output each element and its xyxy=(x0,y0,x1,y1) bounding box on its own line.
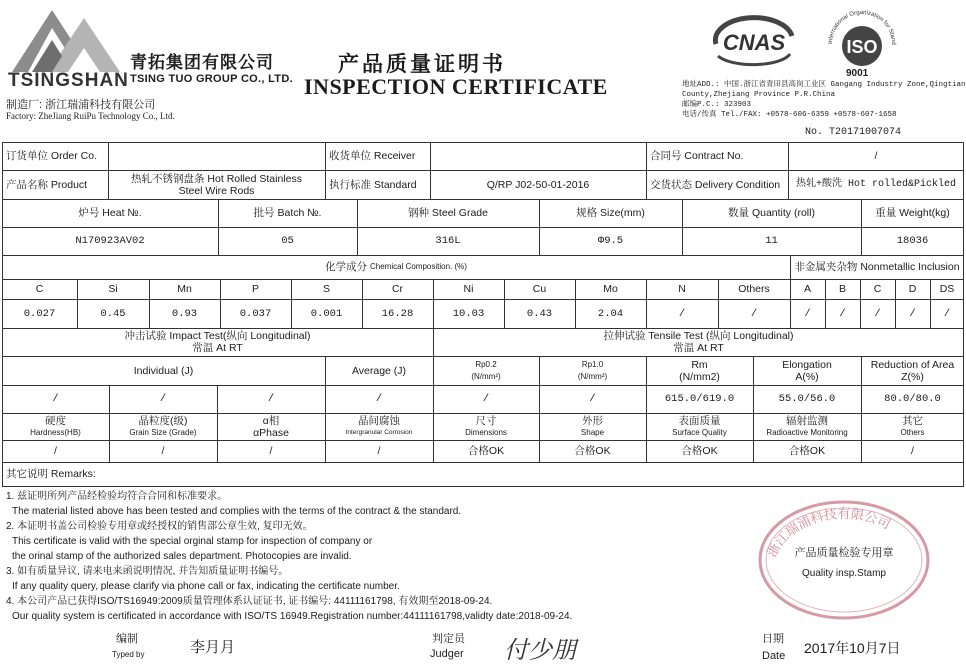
product-value-line2: Steel Wire Rods xyxy=(178,184,255,197)
chem-title-cn: 化学成分 xyxy=(325,261,368,273)
typed-by-en: Typed by xyxy=(112,650,145,659)
judger-en: Judger xyxy=(430,648,464,660)
chem-value: / xyxy=(678,307,686,320)
reduction-unit: Z(%) xyxy=(901,370,924,383)
note-1-cn: 1. 兹证明所列产品经检验均符合合同和标准要求。 xyxy=(6,491,228,502)
contract-label: 合同号 Contract No. xyxy=(650,150,744,162)
impact-value: / xyxy=(52,393,59,405)
note-3-en: If any quality query, please clarify via phone call or fax, indicating the certificate number. xyxy=(12,581,400,592)
prop-cn: 晶粒度(级) xyxy=(138,414,188,427)
heat-header: 炉号 Heat №. xyxy=(78,207,142,219)
address-line-1: 地址ADD.: 中国.浙江省青田县高岗工业区 Gangang Industry Zone,Qingtian xyxy=(682,81,966,89)
grade-header: 钢种 Steel Grade xyxy=(408,207,488,219)
impact-title xyxy=(2,328,433,356)
nonmetal-title: 非金属夹杂物 Nonmetallic Inclusion xyxy=(794,261,960,273)
impact-average-value: / xyxy=(375,393,383,405)
rp10-label: Rp1.0 xyxy=(581,359,604,369)
chem-header: S xyxy=(322,283,330,295)
chem-value: 16.28 xyxy=(381,307,414,320)
prop-value: / xyxy=(911,445,914,457)
delivery-value: 热轧+酸洗 Hot rolled&Pickled xyxy=(795,178,957,190)
prop-header-corrosion xyxy=(325,413,433,440)
product-label: 产品名称 Product xyxy=(6,178,88,191)
tensile-title xyxy=(433,328,964,356)
prop-cn: 外形 xyxy=(582,414,603,427)
impact-average-header: Average (J) xyxy=(351,364,407,377)
rp02-header xyxy=(433,356,539,385)
prop-en: Hardness(HB) xyxy=(30,427,81,437)
standard-value: Q/RP J02-50-01-2016 xyxy=(486,178,590,191)
inclusion-header: D xyxy=(908,283,917,295)
reduction-label: Reduction of Area xyxy=(870,358,955,371)
inclusion-value: / xyxy=(943,307,951,320)
weight-header: 重量 Weight(kg) xyxy=(875,207,950,219)
iso-text: ISO xyxy=(846,37,878,57)
postcode: 邮编P.C.: 323903 xyxy=(682,101,752,109)
inclusion-value: / xyxy=(909,307,916,320)
rp10-header xyxy=(539,356,646,385)
inclusion-header: A xyxy=(803,283,811,295)
impact-value: / xyxy=(267,393,275,405)
certificate-number: No. T20171007074 xyxy=(805,127,902,138)
chem-value: 10.03 xyxy=(452,307,485,320)
company-address xyxy=(682,80,966,120)
prop-en: Shape xyxy=(580,427,605,437)
batch-value: 05 xyxy=(281,235,294,247)
elongation-value: 55.0/56.0 xyxy=(778,393,836,405)
note-2-en-b: the orinal stamp of the authorized sales department. Photocopies are invalid. xyxy=(12,551,352,562)
judger-cn: 判定员 xyxy=(432,633,465,645)
date-value: 2017年10月7日 xyxy=(804,640,901,656)
note-2-cn: 2. 本证明书盖公司检验专用章或经授权的销售部公章生效, 复印无效。 xyxy=(6,521,313,532)
chem-header: Cr xyxy=(391,283,404,295)
manufacturer-en: Factory: ZheJiang RuiPu Technology Co., Ltd. xyxy=(6,111,175,121)
size-header: 规格 Size(mm) xyxy=(576,207,645,219)
chem-header: Mo xyxy=(603,283,618,295)
prop-cn: 尺寸 xyxy=(475,414,497,427)
prop-value: / xyxy=(54,445,57,457)
prop-en: Radioactive Monitoring xyxy=(766,427,848,437)
stamp-ring-text: 浙江瑞浦科技有限公司 xyxy=(764,507,893,560)
impact-individual-header: Individual (J) xyxy=(133,364,194,377)
rp10-value: / xyxy=(589,393,596,405)
prop-value: 合格OK xyxy=(681,445,718,457)
elongation-unit: A(%) xyxy=(795,370,819,383)
cnas-text: CNAS xyxy=(722,30,786,55)
prop-header-hardness xyxy=(2,413,109,440)
order-co-label: 订货单位 Order Co. xyxy=(6,150,98,162)
judger-signature: 付少朋 xyxy=(504,638,576,664)
prop-cn: 其它 xyxy=(902,414,923,427)
prop-value: / xyxy=(161,445,165,457)
chem-value: / xyxy=(750,307,758,320)
chem-header: N xyxy=(678,283,686,295)
inclusion-header: DS xyxy=(939,283,955,295)
chem-header: Cu xyxy=(532,283,547,295)
elongation-header xyxy=(753,356,861,385)
chem-header: Others xyxy=(738,283,770,295)
company-name-cn: 青拓集团有限公司 xyxy=(130,53,274,72)
prop-header-radioactive xyxy=(753,413,861,440)
prop-header-grain xyxy=(109,413,217,440)
title-cn: 产品质量证明书 xyxy=(338,52,506,76)
rm-label: Rm xyxy=(691,358,708,371)
prop-en: αPhase xyxy=(253,426,289,439)
prop-value: 合格OK xyxy=(788,445,826,457)
prop-cn: α相 xyxy=(262,414,280,427)
rm-unit: (N/mm2) xyxy=(679,370,720,383)
quality-stamp xyxy=(748,492,938,622)
tensile-temp: 常温 At RT xyxy=(673,342,724,354)
prop-value: 合格OK xyxy=(574,445,611,457)
standard-label: 执行标准 Standard xyxy=(329,178,417,191)
receiver-label: 收货单位 Receiver xyxy=(329,150,416,162)
grade-value: 316L xyxy=(435,235,461,247)
prop-cn: 晶间腐蚀 xyxy=(358,414,400,427)
chem-value: 0.93 xyxy=(171,307,198,320)
prop-en: Dimensions xyxy=(465,427,507,437)
rp02-value: / xyxy=(482,393,490,405)
prop-header-alpha xyxy=(217,413,325,440)
rm-header xyxy=(646,356,753,385)
inclusion-header: B xyxy=(838,283,846,295)
prop-en: Others xyxy=(900,427,925,437)
note-2-en-a: This certificate is valid with the special orginal stamp for inspection of company or xyxy=(12,536,373,547)
certificate-table xyxy=(2,142,964,487)
note-1-en: The material listed above has been tested and complies with the terms of the contract & the standard. xyxy=(12,506,462,517)
manufacturer-cn: 制造厂: 浙江瑞浦科技有限公司 xyxy=(6,99,156,111)
cnas-logo xyxy=(708,14,800,70)
company-name-en: TSING TUO GROUP CO., LTD. xyxy=(130,73,293,85)
chem-value: 2.04 xyxy=(597,307,624,320)
note-4-en: Our quality system is certificated in accordance with ISO/TS 16949.Registration number:44111161798,validty date:2018-09-24. xyxy=(12,611,573,622)
typed-by-value: 李月月 xyxy=(190,639,236,656)
remarks-label: 其它说明 Remarks: xyxy=(6,468,96,480)
inclusion-header: C xyxy=(873,283,882,295)
tensile-title-text: 拉伸试验 Tensile Test (纵向 Longitudinal) xyxy=(603,330,794,342)
address-line-2: County,Zhejiang Province P.R.China xyxy=(682,91,836,99)
note-4-cn: 4. 本公司产品已获得ISO/TS16949:2009质量管理体系认证证书, 证书编号: 44111161798, 有效期至2018-09-24. xyxy=(6,596,493,607)
weight-value: 18036 xyxy=(896,235,929,247)
chem-header: Si xyxy=(108,283,118,295)
prop-header-dimensions xyxy=(433,413,539,440)
impact-value: / xyxy=(159,393,167,405)
rp02-label: Rp0.2 xyxy=(475,359,497,369)
prop-cn: 表面质量 xyxy=(678,414,721,427)
prop-cn: 硬度 xyxy=(45,414,66,427)
inclusion-value: / xyxy=(839,307,846,320)
iso-number: 9001 xyxy=(846,68,869,79)
prop-en: Intergranular Corrosion xyxy=(345,428,413,436)
impact-title-text: 冲击试验 Impact Test(纵向 Longitudinal) xyxy=(124,330,311,342)
chem-header: Mn xyxy=(177,283,192,295)
chem-value: 0.45 xyxy=(100,307,126,320)
rp10-unit: (N/mm²) xyxy=(577,371,608,381)
date-en: Date xyxy=(762,650,786,662)
contract-value: / xyxy=(874,150,878,162)
prop-value: 合格OK xyxy=(467,445,505,457)
iso-ring-text: International Organization for Stand xyxy=(827,9,897,45)
product-value-line1: 热轧不锈钢盘条 Hot Rolled Stainless xyxy=(131,172,302,185)
tel-fax: 电话/传真 Tel./FAX: +0578-606-6359 +0578-607-1658 xyxy=(682,111,897,119)
heat-value: N170923AV02 xyxy=(75,235,145,247)
inclusion-value: / xyxy=(874,307,881,320)
product-value xyxy=(108,170,325,199)
chem-title-en: Chemical Composition. (%) xyxy=(370,262,467,271)
prop-header-surface xyxy=(646,413,753,440)
impact-temp: 常温 At RT xyxy=(192,342,243,354)
company-logo-mark xyxy=(8,6,124,76)
prop-en: Surface Quality xyxy=(672,427,727,437)
prop-cn: 辐射监测 xyxy=(786,414,828,427)
chem-header: Ni xyxy=(463,283,474,295)
chem-header: C xyxy=(35,283,44,295)
chem-title xyxy=(2,255,790,279)
chem-value: 0.037 xyxy=(239,307,272,320)
inclusion-value: / xyxy=(804,307,811,320)
reduction-header xyxy=(861,356,964,385)
size-value: Φ9.5 xyxy=(597,235,624,247)
prop-value: / xyxy=(269,445,273,457)
logo-wordmark: TSINGSHAN xyxy=(8,70,129,91)
prop-header-shape xyxy=(539,413,646,440)
chem-header: P xyxy=(251,283,259,295)
quantity-value: 11 xyxy=(765,235,778,247)
rm-value: 615.0/619.0 xyxy=(664,393,735,405)
batch-header: 批号 Batch №. xyxy=(253,207,322,219)
stamp-center-cn: 产品质量检验专用章 xyxy=(794,546,894,559)
prop-value: / xyxy=(377,445,381,457)
chem-value: 0.027 xyxy=(23,307,56,320)
stamp-center-en: Quality insp.Stamp xyxy=(802,568,886,579)
typed-by-cn: 编制 xyxy=(116,633,138,645)
title-en: INSPECTION CERTIFICATE xyxy=(304,74,608,99)
prop-en: Grain Size (Grade) xyxy=(129,427,197,437)
prop-header-others xyxy=(861,413,964,440)
reduction-value: 80.0/80.0 xyxy=(884,393,941,405)
delivery-label: 交货状态 Delivery Condition xyxy=(650,178,781,191)
date-cn: 日期 xyxy=(762,633,784,645)
rp02-unit: (N/mm²) xyxy=(471,371,501,381)
elongation-label: Elongation xyxy=(782,358,832,371)
quantity-header: 数量 Quantity (roll) xyxy=(728,207,815,219)
chem-value: 0.001 xyxy=(310,307,343,320)
chem-value: 0.43 xyxy=(526,307,553,320)
note-3-cn: 3. 如有质量异议, 请来电来函说明情况, 并告知质量证明书编号。 xyxy=(6,566,289,577)
